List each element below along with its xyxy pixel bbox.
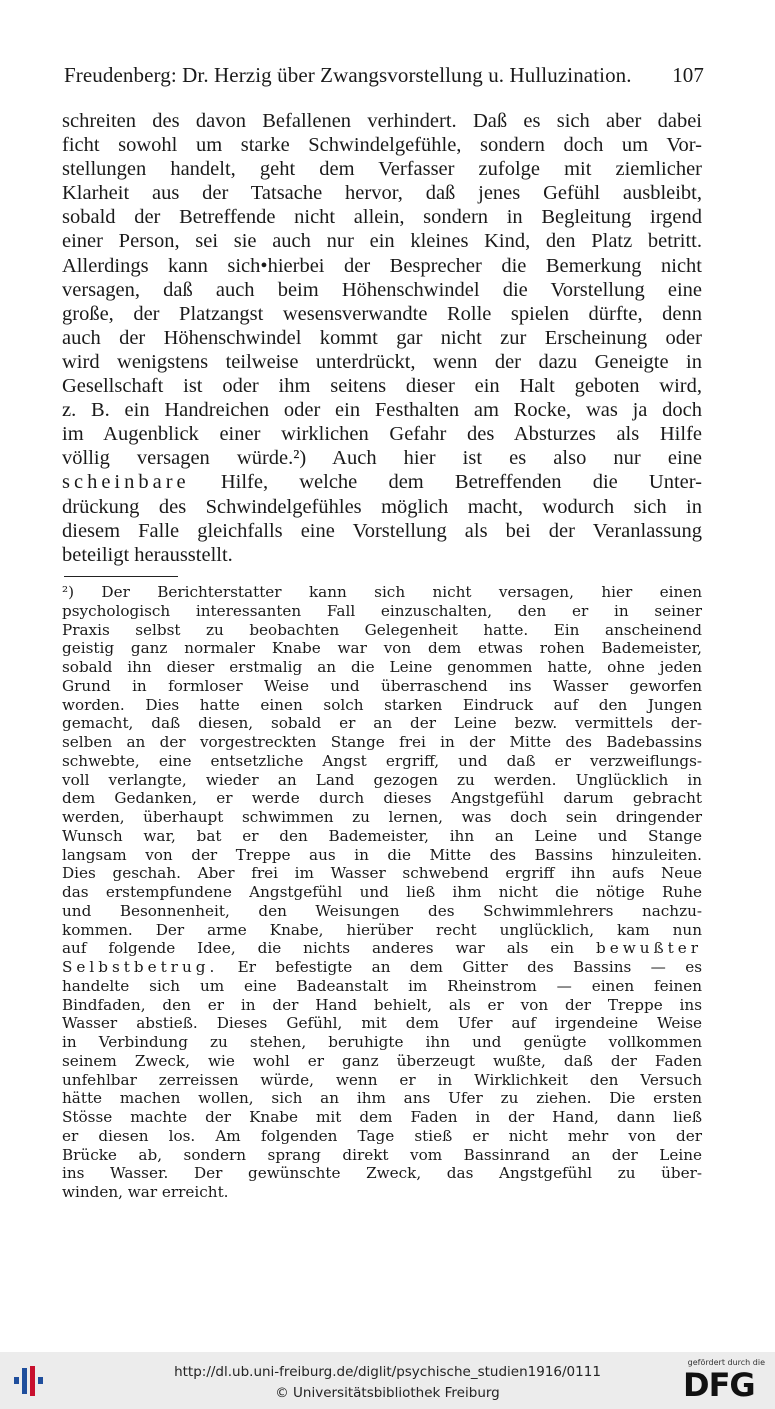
body-line: stellungen handelt, geht dem Verfasser zufolge mit ziemlicher [62,158,702,181]
footnote-line: Dies geschah. Aber frei im Wasser schwebend ergriff ihn aufs Neue [62,864,702,883]
footnote-line: das erstempfundene Angstgefühl und ließ ihm nicht die nötige Ruhe [62,883,702,901]
footnote-line: sobald ihn dieser erstmalig an die Leine genommen hatte, ohne jeden [62,658,702,676]
main-body-text [62,109,702,567]
body-line: drückung des Schwindelgefühles möglich macht, wodurch sich in [62,495,702,518]
footnote-line-spaced [62,958,702,977]
footnote-line-start: auf folgende Idee, die nichts anderes war als ein [62,939,575,958]
spaced-emphasis: bewußter [596,939,702,958]
footnote-line: gemacht, daß diesen, sobald er an der Leine bezw. vermittels der- [62,714,702,733]
footnote-line: Grund in formloser Weise und überraschend ins Wasser geworfen [62,676,702,695]
footnote-line: handelte sich um eine Badeanstalt im Rheinstrom — einen feinen [62,976,702,995]
footnote-line-spaced [62,939,702,958]
footnote-line: werden, überhaupt schwimmen zu lernen, was doch sein dringender [62,808,702,826]
footnote-line: er diesen los. Am folgenden Tage stieß er nicht mehr von der [62,1126,702,1145]
body-line-rest: Hilfe, welche dem Betreffenden die Unter- [220,471,702,494]
footnote-line: Wunsch war, bat er den Bademeister, ihn an Leine und Stange [62,826,702,845]
copyright-notice: © Universitätsbibliothek Freiburg [275,1385,500,1401]
footnote-line: ²) Der Berichterstatter kann sich nicht versagen, hier einen [62,583,702,601]
dfg-logo [681,1358,765,1404]
body-line: Gesellschaft ist oder ihm seitens dieser ein Halt geboten wird, [62,375,702,398]
body-line: auch der Höhenschwindel kommt gar nicht zur Erscheinung oder [62,326,702,349]
footnote-line: voll verlangte, wieder an Land gezogen zu werden. Unglücklich in [62,770,702,789]
body-line: ficht sowohl um starke Schwindelgefühle, sondern doch um Vor- [62,134,702,157]
body-line: im Augenblick einer wirklichen Gefahr des Absturzes als Hilfe [62,423,702,446]
footnote-line: langsam von der Treppe aus in die Mitte des Bassins hinzuleiten. [62,845,702,864]
footnote-line: in Verbindung zu stehen, beruhigte ihn und genügte vollkommen [62,1033,702,1051]
body-line: Allerdings kann sich•hierbei der Besprecher die Bemerkung nicht [62,254,702,277]
footnote-line: seinem Zweck, wie wohl er ganz überzeugt wußte, daß der Faden [62,1051,702,1070]
body-line: diesem Falle gleichfalls eine Vorstellung als bei der Veranlassung [62,519,702,542]
footnote-line: Bindfaden, den er in der Hand behielt, als er von der Treppe ins [62,995,702,1014]
running-header [64,62,704,88]
footnote-line: ins Wasser. Der gewünschte Zweck, das Angstgefühl zu über- [62,1164,702,1183]
footnote-line: kommen. Der arme Knabe, hierüber recht unglücklich, kam nun [62,920,702,939]
footnote-line: Brücke ab, sondern sprang direkt vom Bassinrand an der Leine [62,1145,702,1164]
footnote-line: winden, war erreicht. [62,1183,229,1201]
footnote-line: worden. Dies hatte einen solch starken Eindruck auf den Jungen [62,695,702,714]
footnote-rule [64,576,178,577]
body-line: einer Person, sei sie auch nur ein kleines Kind, den Platz betritt. [62,230,702,253]
viewer-footer [0,1352,775,1409]
body-line: Klarheit aus der Tatsache hervor, daß jenes Gefühl ausbleibt, [62,182,702,205]
footnote-line: Wasser abstieß. Dieses Gefühl, mit dem Ufer auf irgendeine Weise [62,1014,702,1033]
footnote-line: schwebte, eine entsetzliche Angst ergriff, und daß er verzweiflungs- [62,751,702,770]
footnote-line: selben an der vorgestreckten Stange frei in der Mitte des Badebassins [62,733,702,751]
body-line: sobald der Betreffende nicht allein, sondern in Begleitung irgend [62,206,702,229]
page-number: 107 [672,63,704,87]
footnote-line: unfehlbar zerreissen würde, wenn er in Wirklichkeit den Versuch [62,1070,702,1089]
footnote-line: hätte machen wollen, sich an ihm ans Ufer zu ziehen. Die ersten [62,1089,702,1108]
body-line: beteiligt herausstellt. [62,543,233,566]
body-line: völlig versagen würde.²) Auch hier ist es also nur eine [62,447,702,470]
spaced-emphasis: Selbstbetrug. [62,958,219,976]
footnote [62,583,702,1202]
body-line: schreiten des davon Befallenen verhindert. Daß es sich aber dabei [62,110,702,132]
body-line: versagen, daß auch beim Höhenschwindel die Vorstellung eine [62,278,702,301]
body-line-spaced [62,470,702,494]
body-line: große, der Platzangst wesensverwandte Rolle spielen dürfte, denn [62,302,702,325]
dfg-wordmark: DFG [683,1366,755,1404]
document-url[interactable]: http://dl.ub.uni-freiburg.de/diglit/psychische_studien1916/0111 [174,1364,601,1380]
footnote-line: und Besonnenheit, den Weisungen des Schwimmlehrers nachzu- [62,901,702,920]
footnote-line-rest: Er befestigte an dem Gitter des Bassins — es [237,958,702,976]
dfg-caption: gefördert durch die [687,1358,765,1367]
body-line: z. B. ein Handreichen oder ein Festhalten am Rocke, was ja doch [62,399,702,422]
spaced-emphasis: scheinbare [62,471,190,494]
footnote-line: Stösse machte der Knabe mit dem Faden in der Hand, dann ließ [62,1108,702,1126]
footnote-line: psychologisch interessanten Fall einzuschalten, den er in seiner [62,601,702,620]
running-title: Freudenberg: Dr. Herzig über Zwangsvorstellung u. Hulluzination. [64,63,632,87]
footnote-line: Praxis selbst zu beobachten Gelegenheit hatte. Ein anscheinend [62,620,702,639]
body-line: wird wenigstens teilweise unterdrückt, wenn der dazu Geneigte in [62,350,702,373]
footnote-line: geistig ganz normaler Knabe war von dem etwas rohen Bademeister, [62,639,702,658]
footnote-line: dem Gedanken, er werde durch dieses Angstgefühl darum gebracht [62,789,702,808]
